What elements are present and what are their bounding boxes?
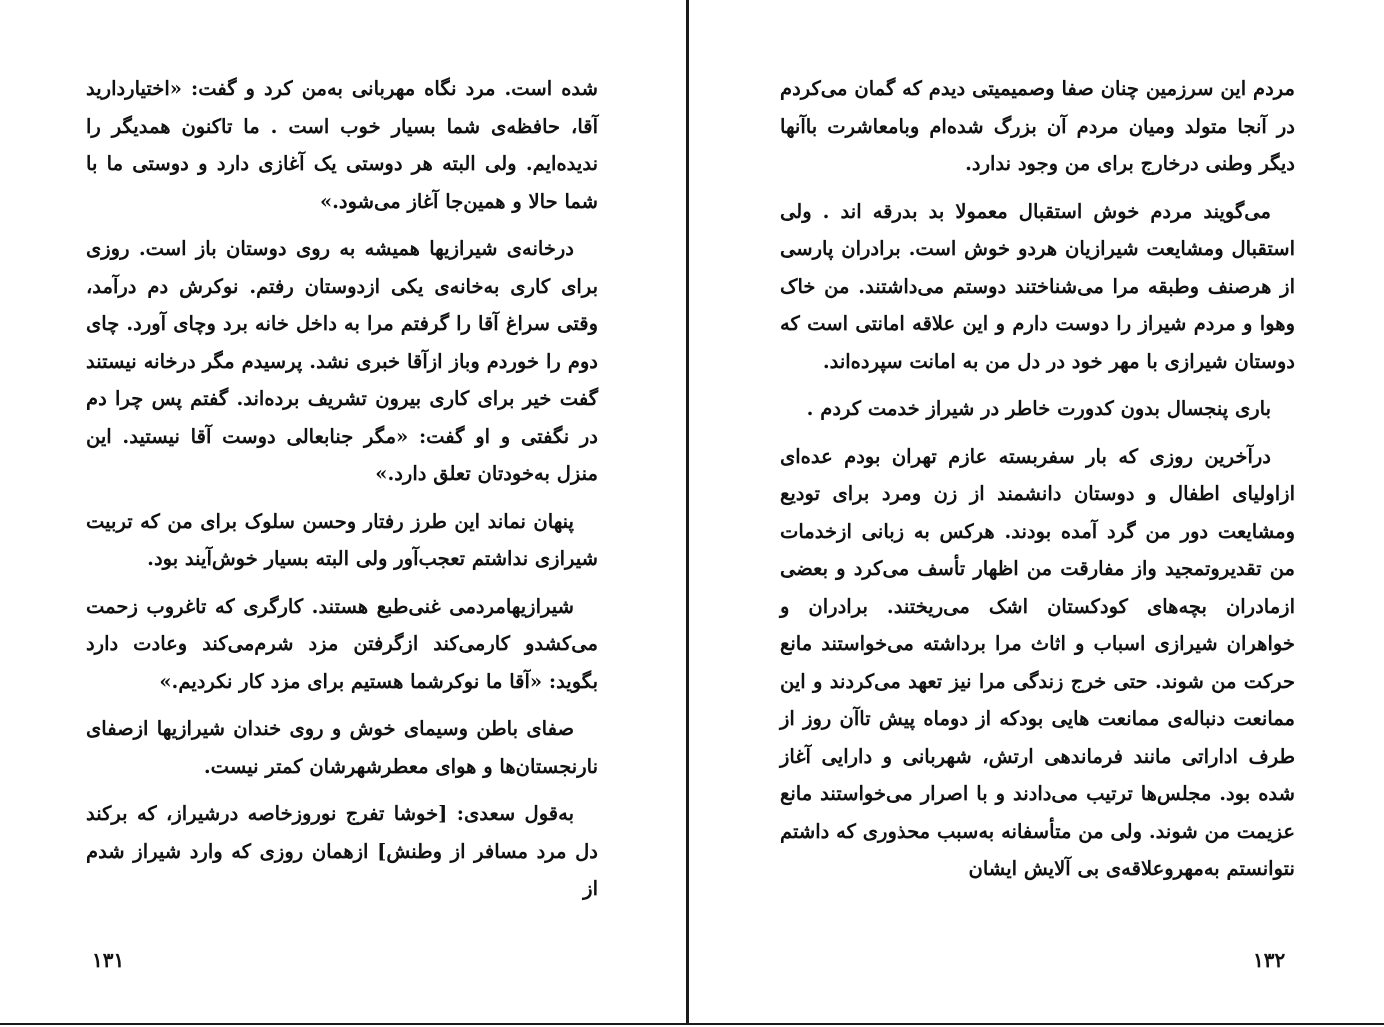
right-paragraph: مردم این سرزمین چنان صفا وصمیمیتی دیدم که گمان می‌کردم در آنجا متولد ومیان مردم آن بزرگ شده‌ام وبامعاشرت باآنها دیگر وطنی درخارج برای من وجود ندارد. bbox=[780, 77, 1295, 175]
left-paragraph: درخانه‌ی شیرازیها همیشه به روی دوستان باز است. روزی برای کاری به‌خانه‌ی یکی ازدوستان رفتم. نوکرش دم درآمد، وقتی سراغ آقا را گرفتم مرا به داخل خانه برد وچای آورد. چای دوم را خوردم وباز ازآقا خبری نشد. پرسیدم مگر درخانه نیستند گفت خیر برای کاری بیرون تشریف برده‌اند. گفتم پس چرا دم در نگفتی و او گفت: «مگر جنابعالی دوست آقا نیستید. این منزل به‌خودتان تعلق دارد.» bbox=[86, 237, 598, 485]
right-paragraph: باری پنجسال بدون کدورت خاطر در شیراز خدمت کردم . bbox=[806, 397, 1271, 420]
left-page bbox=[86, 70, 598, 930]
left-paragraph: به‌قول سعدی: [خوشا تفرج نوروزخاصه درشیراز، که برکند دل مرد مسافر از وطنش] ازهمان روزی که وارد شیراز شدم از bbox=[86, 802, 598, 900]
left-paragraph: شده است. مرد نگاه مهربانی به‌من کرد و گفت: «اختیاردارید آقا، حافظه‌ی شما بسیار خوب است . ما تاکنون همدیگر را ندیده‌ایم. ولی البته هر دوستی یک آغازی دارد و دوستی ما با شما حالا و همین‌جا آغاز می‌شود.» bbox=[86, 77, 598, 213]
left-paragraph: پنهان نماند این طرز رفتار وحسن سلوک برای من که تربیت شیرازی نداشتم تعجب‌آور ولی البته بسیار خوش‌آیند بود. bbox=[86, 509, 598, 570]
book-spine bbox=[686, 0, 689, 1024]
left-paragraph: شیرازیهامردمی غنی‌طبع هستند. کارگری که تاغروب زحمت می‌کشدو کارمی‌کند ازگرفتن مزد شرم‌می‌کند وعادت دارد بگوید: «آقا ما نوکرشما هستیم برای مزد کار نکردیم.» bbox=[86, 594, 598, 693]
left-page-number: ۱۳۱ bbox=[92, 948, 125, 972]
right-paragraph: می‌گویند مردم خوش استقبال معمولا بد بدرقه اند . ولی استقبال ومشایعت شیرازیان هردو خوش است. برادران پارسی از هرصنف وطبقه مرا می‌شناختند دوستم می‌داشتند. من خاک وهوا و مردم شیراز را دوست دارم و این علاقه امانتی است که دوستان شیرازی با مهر خود در دل من به امانت سپرده‌اند. bbox=[780, 199, 1295, 373]
right-page bbox=[780, 70, 1295, 930]
left-paragraph: صفای باطن وسیمای خوش و روی خندان شیرازیها ازصفای نارنجستان‌ها و هوای معطرشهرشان کمتر نیست. bbox=[86, 717, 598, 778]
right-paragraph: درآخرین روزی که بار سفربسته عازم تهران بودم عده‌ای ازاولیای اطفال و دوستان دانشمند از زن ومرد برای تودیع ومشایعت دور من گرد آمده بودند. هرکس به زبانی ازخدمات من تقدیروتمجید واز مفارقت من اظهار تأسف می‌کرد و بعضی ازمادران بچه‌های کودکستان اشک می‌ریختند. برادران و خواهران شیرازی اسباب و اثاث مرا برداشته می‌خواستند مانع حرکت من شوند. حتی خرج زندگی مرا نیز تعهد می‌کردند و این ممانعت دنباله‌ی ممانعت هایی بودکه از دوماه پیش تاآن روز از طرف اداراتی مانند فرماندهی ارتش، شهربانی و دارایی آغاز شده بود. مجلس‌ها ترتیب می‌دادند و با اصرار می‌خواستند مانع عزیمت من شوند. ولی من متأسفانه به‌سبب محذوری که داشتم نتوانستم به‌مهروعلاقه‌ی بی آلایش ایشان bbox=[780, 444, 1295, 880]
right-page-number: ۱۳۲ bbox=[1253, 948, 1286, 972]
bottom-rule bbox=[0, 1023, 1384, 1025]
